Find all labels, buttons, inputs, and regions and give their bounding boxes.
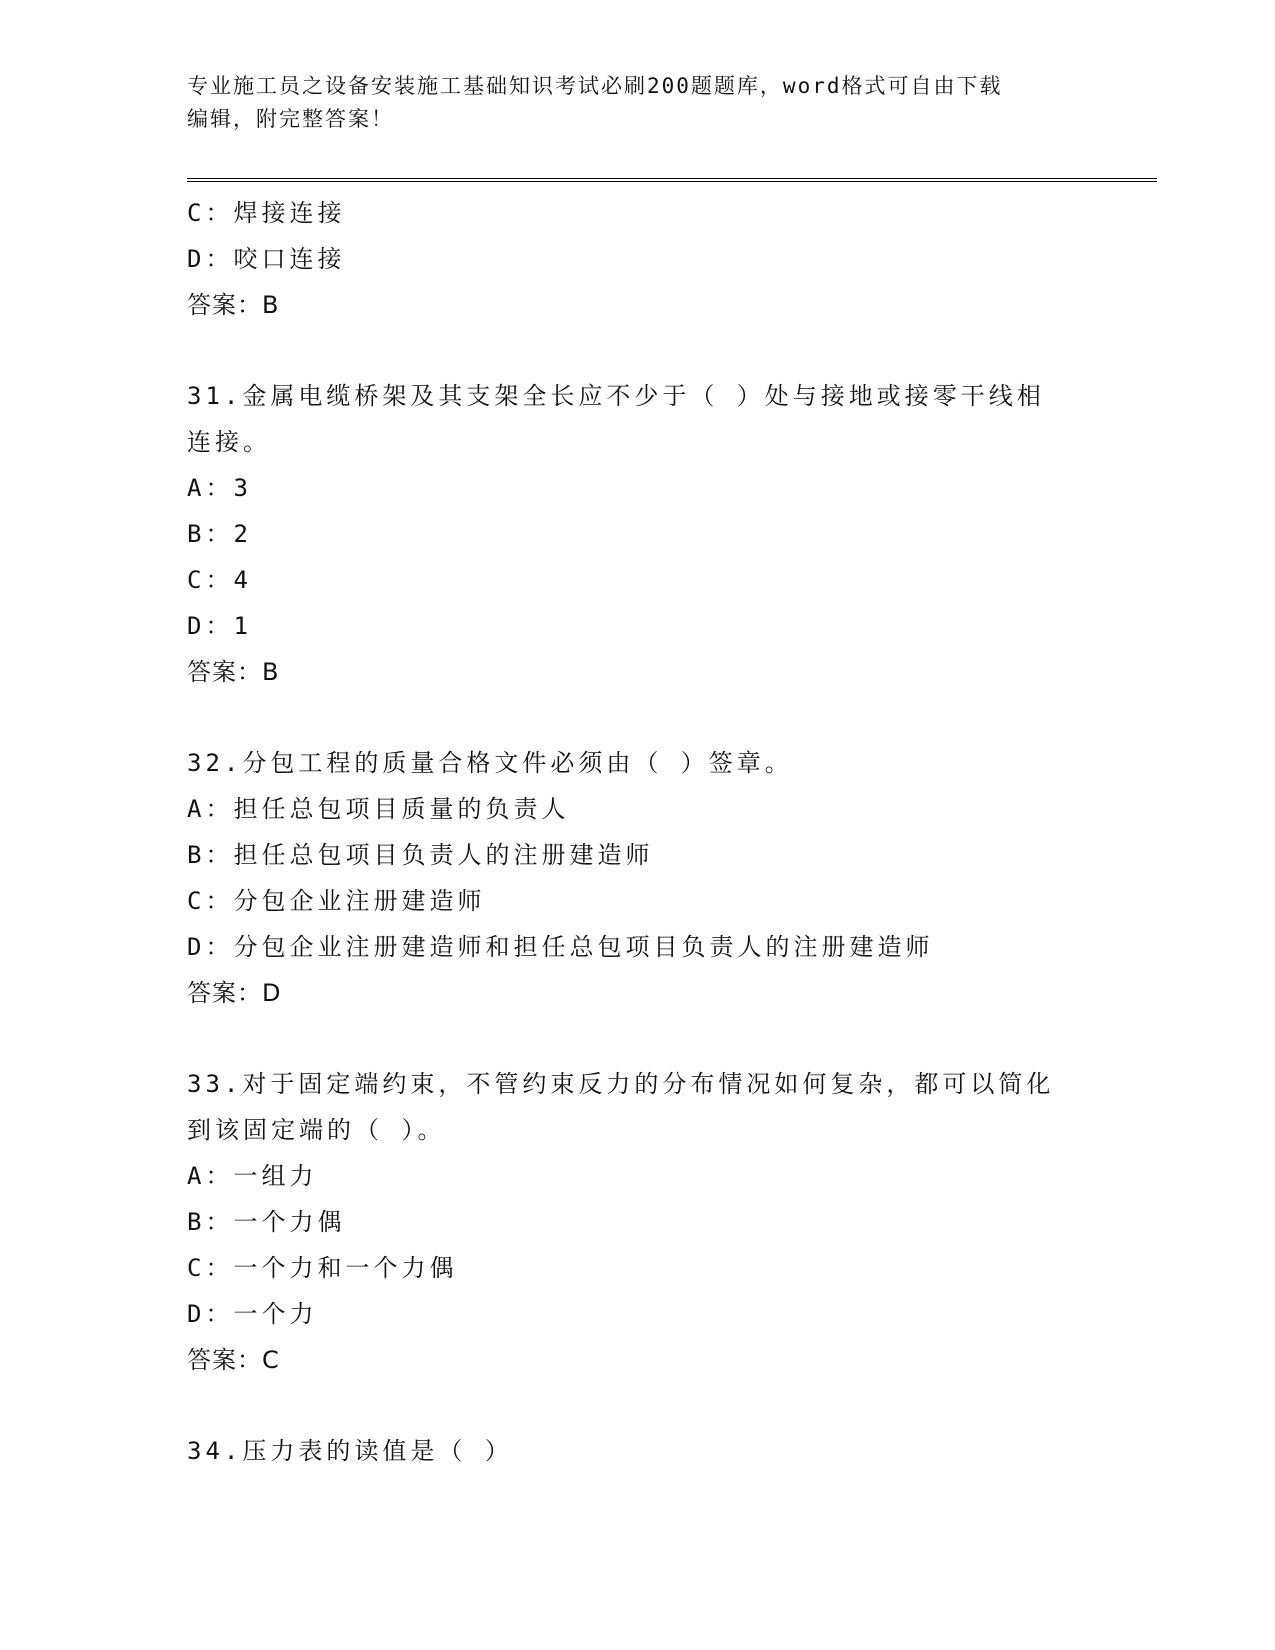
option-b: B：一个力偶 xyxy=(187,1208,346,1236)
option-c: C：一个力和一个力偶 xyxy=(187,1254,458,1282)
question-stem-continued: 连接。 xyxy=(187,428,271,456)
question-30 xyxy=(187,190,1157,328)
question-stem-continued: 到该固定端的（ ）。 xyxy=(187,1116,446,1144)
answer-line: 答案：B xyxy=(187,658,280,686)
option-a: A：担任总包项目质量的负责人 xyxy=(187,795,570,823)
question-stem: 32.分包工程的质量合格文件必须由（ ）签章。 xyxy=(187,749,793,777)
question-31 xyxy=(187,373,1157,695)
option-b: B：担任总包项目负责人的注册建造师 xyxy=(187,841,654,869)
answer-line: 答案：C xyxy=(187,1346,280,1374)
question-stem: 34.压力表的读值是（ ） xyxy=(187,1437,513,1465)
question-stem: 31.金属电缆桥架及其支架全长应不少于（ ）处与接地或接零干线相 xyxy=(187,382,1045,410)
option-c: C：分包企业注册建造师 xyxy=(187,887,486,915)
option-d: D：咬口连接 xyxy=(187,245,346,273)
answer-line: 答案：D xyxy=(187,979,282,1007)
option-b: B：2 xyxy=(187,520,252,548)
option-a: A：一组力 xyxy=(187,1162,318,1190)
option-d: D：1 xyxy=(187,612,252,640)
option-d: D：一个力 xyxy=(187,1300,318,1328)
document-header xyxy=(187,70,1087,136)
option-a: A：3 xyxy=(187,474,252,502)
question-34 xyxy=(187,1428,1157,1474)
question-stem: 33.对于固定端约束，不管约束反力的分布情况如何复杂，都可以简化 xyxy=(187,1070,1055,1098)
option-c: C：4 xyxy=(187,566,252,594)
option-c: C：焊接连接 xyxy=(187,199,346,227)
option-d: D：分包企业注册建造师和担任总包项目负责人的注册建造师 xyxy=(187,933,934,961)
answer-line: 答案：B xyxy=(187,291,280,319)
question-list xyxy=(187,190,1157,1474)
header-line-1: 专业施工员之设备安装施工基础知识考试必刷200题题库，word格式可自由下载 xyxy=(187,74,1003,98)
question-33 xyxy=(187,1061,1157,1383)
header-divider xyxy=(187,178,1157,182)
header-line-2: 编辑，附完整答案！ xyxy=(187,107,394,131)
question-32 xyxy=(187,740,1157,1016)
